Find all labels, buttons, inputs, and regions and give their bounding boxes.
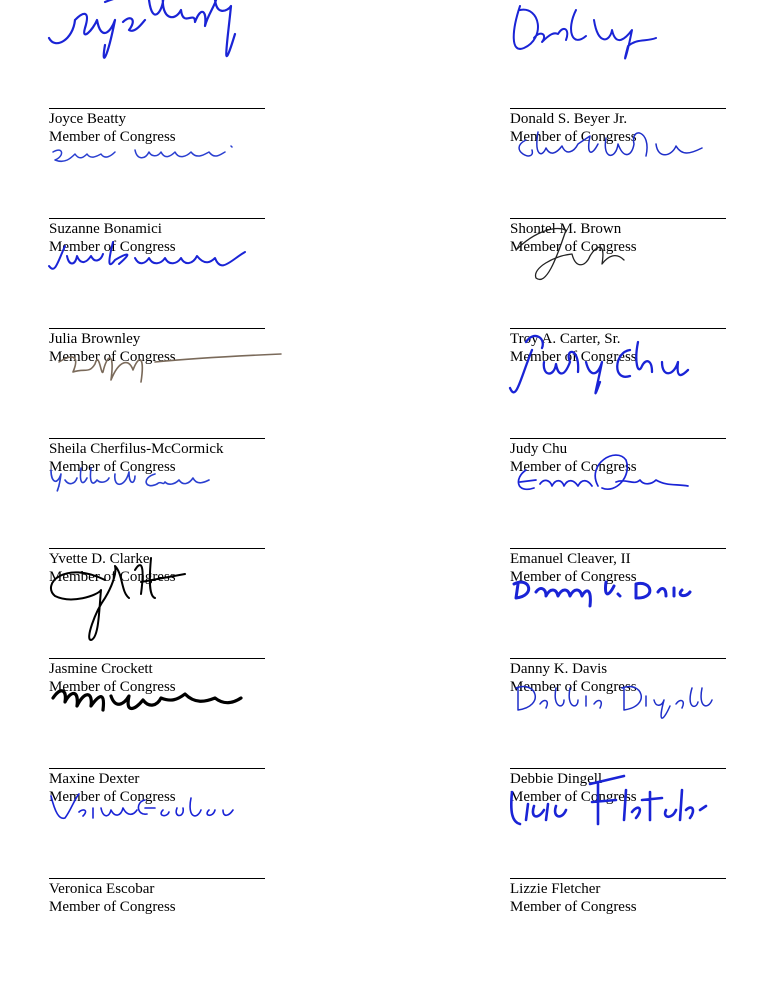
signer-name: Maxine Dexter [49, 771, 140, 787]
signer-name: Troy A. Carter, Sr. [510, 331, 621, 347]
handwritten-signature [506, 170, 736, 270]
signer-title: Member of Congress [49, 349, 176, 365]
signer-title: Member of Congress [49, 239, 176, 255]
handwritten-signature [506, 500, 736, 600]
signer-name: Shontel M. Brown [510, 221, 622, 237]
signer-title: Member of Congress [510, 129, 637, 145]
handwritten-signature [45, 610, 275, 710]
signer-name: Julia Brownley [49, 331, 141, 347]
signer-name: Joyce Beatty [49, 111, 127, 127]
signer-title: Member of Congress [49, 459, 176, 475]
handwritten-signature [506, 280, 736, 380]
signer-name: Debbie Dingell [510, 771, 603, 787]
signer-title: Member of Congress [510, 899, 637, 915]
signer-name: Donald S. Beyer Jr. [510, 111, 628, 127]
handwritten-signature [45, 60, 275, 160]
signer-title: Member of Congress [510, 789, 637, 805]
signer-name: Danny K. Davis [510, 661, 608, 677]
handwritten-signature [45, 720, 275, 820]
signature-line [510, 878, 726, 879]
signer-name: Sheila Cherfilus-McCormick [49, 441, 224, 457]
signer-name: Judy Chu [510, 441, 568, 457]
signer-name: Lizzie Fletcher [510, 881, 601, 897]
signer-title: Member of Congress [49, 899, 176, 915]
handwritten-signature [45, 500, 275, 600]
signer-title: Member of Congress [49, 569, 176, 585]
handwritten-signature [506, 720, 736, 820]
signer-name: Veronica Escobar [49, 881, 155, 897]
handwritten-signature [45, 0, 275, 50]
handwritten-signature [45, 280, 275, 380]
signer-title: Member of Congress [49, 129, 176, 145]
signature-line [49, 878, 265, 879]
handwritten-signature [506, 610, 736, 710]
signer-name: Suzanne Bonamici [49, 221, 162, 237]
signature-block-fletcher [510, 770, 730, 915]
signer-name: Emanuel Cleaver, II [510, 551, 631, 567]
signer-title: Member of Congress [49, 679, 176, 695]
signer-name: Jasmine Crockett [49, 661, 153, 677]
handwritten-signature [506, 0, 736, 50]
signer-title: Member of Congress [510, 679, 637, 695]
signer-title: Member of Congress [49, 789, 176, 805]
signer-title: Member of Congress [510, 569, 637, 585]
signer-title: Member of Congress [510, 239, 637, 255]
handwritten-signature [506, 390, 736, 490]
signer-title: Member of Congress [510, 349, 637, 365]
signature-block-escobar [49, 770, 269, 915]
handwritten-signature [45, 170, 275, 270]
signer-name: Yvette D. Clarke [49, 551, 150, 567]
handwritten-signature [506, 60, 736, 160]
handwritten-signature [45, 390, 275, 490]
signer-title: Member of Congress [510, 459, 637, 475]
